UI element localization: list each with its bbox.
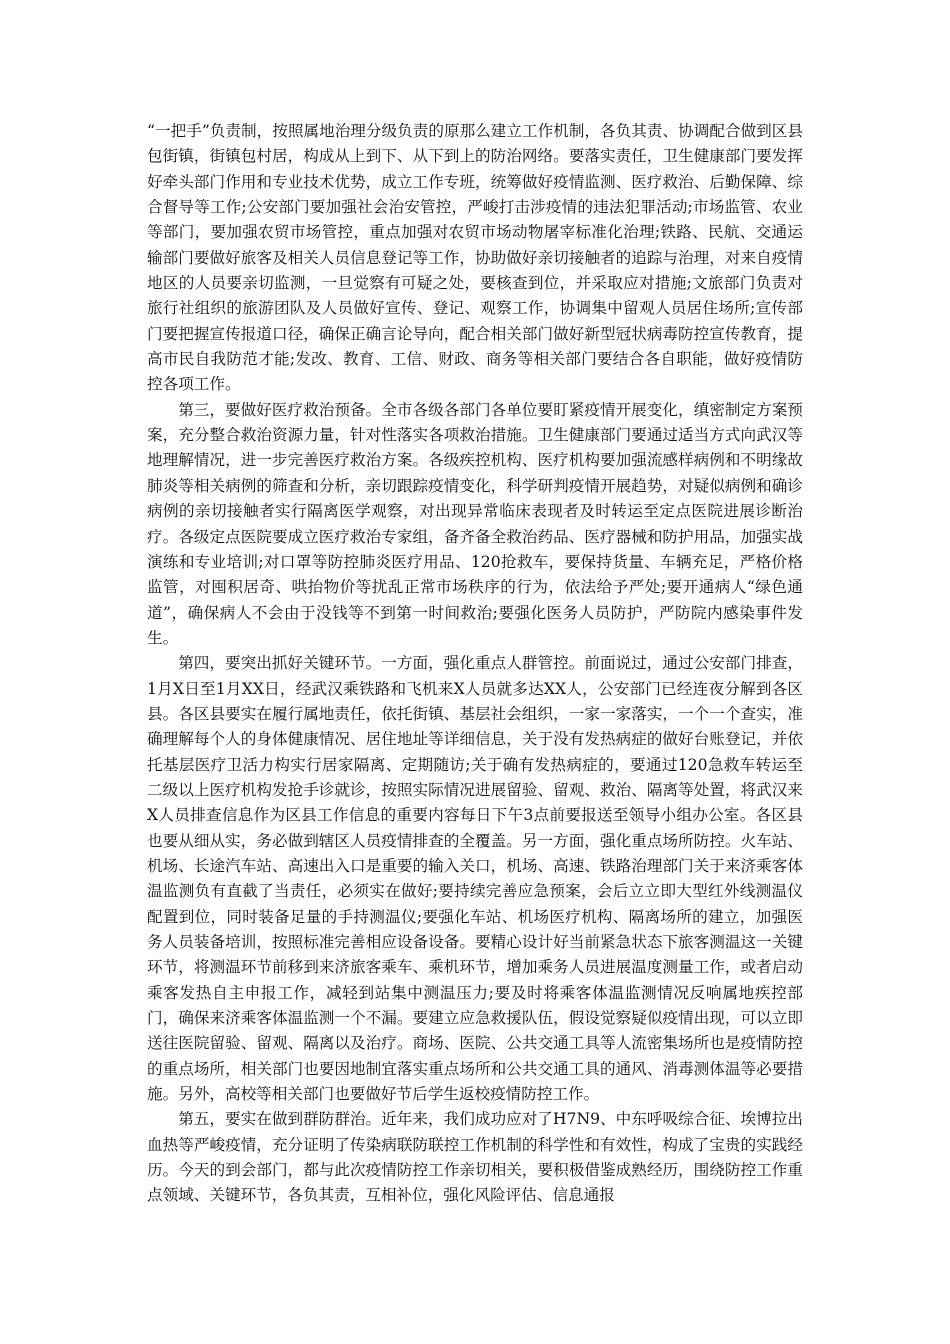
paragraph-fourth-key-links: 第四，要突出抓好关键环节。一方面，强化重点人群管控。前面说过，通过公安部门排查，1月X日至1月XX日，经武汉乘铁路和飞机来X人员就多达XX人，公安部门已经连夜分解到各区县。各区县要实在履行属地责任，依托街镇、基层社会组织，一家一家落实，一个一个查实，准确理解每个人的身体健康情况、居住地址等详细信息，关于没有发热病症的做好台账登记，并依托基层医疗卫活力构实行居家隔离、定期随访;关于确有发热病症的，要通过120急救车转运至二级以上医疗机构发抢手诊就诊，按照实际情况进展留验、留观、救治、隔离等处置，将武汉来X人员排查信息作为区县工作信息的重要内容每日下午3点前要报送至领导小组办公室。各区县也要从细从实，务必做到辖区人员疫情排查的全覆盖。另一方面，强化重点场所防控。火车站、机场、长途汽车站、高速出入口是重要的输入关口，机场、高速、铁路治理部门关于来济乘客体温监测负有直截了当责任，必须实在做好;要持续完善应急预案，会后立立即大型红外线测温仪配置到位，同时装备足量的手持测温仪;要强化车站、机场医疗机构、隔离场所的建立，加强医务人员装备培训，按照标准完善相应设备设备。要精心设计好当前紧急状态下旅客测温这一关键环节，将测温环节前移到来济旅客乘车、乘机环节，增加乘务人员进展温度测量工作，或者启动乘客发热自主申报工作，减轻到站集中测温压力;要及时将乘客体温监测情况反响属地疾控部门，确保来济乘客体温监测一个不漏。要建立应急救援队伍，假设觉察疑似疫情出现，可以立即送往医院留验、留观、隔离以及治疗。商场、医院、公共交通工具等人流密集场所也是疫情防控的重点场所，相关部门也要因地制宜落实重点场所和公共交通工具的通风、消毒测体温等必要措施。另外，高校等相关部门也要做好节后学生返校疫情防控工作。 xyxy=(147,654,803,1104)
paragraph-fifth-mass-prevention: 第五，要实在做到群防群治。近年来，我们成功应对了H7N9、中东呼吸综合征、埃博拉出血热等严峻疫情，充分证明了传染病联防联控工作机制的科学性和有效性，构成了宝贵的实践经历。今天的到会部门，都与此次疫情防控工作亲切相关，要积极借鉴成熟经历，围绕防控工作重点领域、关键环节，各负其责，互相补位，强化风险评估、信息通报 xyxy=(147,1110,803,1205)
paragraph-responsibility-system: “一把手”负责制，按照属地治理分级负责的原那么建立工作机制，各负其责、协调配合做到区县包街镇，街镇包村居，构成从上到下、从下到上的防治网络。要落实责任，卫生健康部门要发挥好牵头部门作用和专业技术优势，成立工作专班，统筹做好疫情监测、医疗救治、后勤保障、综合督导等工作;公安部门要加强社会治安管控，严峻打击涉疫情的违法犯罪活动;市场监管、农业等部门，要加强农贸市场管控，重点加强对农贸市场动物屠宰标准化治理;铁路、民航、交通运输部门要做好旅客及相关人员信息登记等工作，协助做好亲切接触者的追踪与治理，对来自疫情地区的人员要亲切监测，一旦觉察有可疑之处，要核查到位，并采取应对措施;文旅部门负责对旅行社组织的旅游团队及人员做好宣传、登记、观察工作，协调集中留观人员居住场所;宣传部门要把握宣传报道口径，确保正确言论导向，配合相关部门做好新型冠状病毒防控宣传教育，提高市民自我防范才能;发改、教育、工信、财政、商务等相关部门要结合各自职能，做好疫情防控各项工作。 xyxy=(147,122,803,394)
document-page xyxy=(147,119,803,1209)
paragraph-third-medical-treatment: 第三，要做好医疗救治预备。全市各级各部门各单位要盯紧疫情开展变化，缜密制定方案预案，充分整合救治资源力量，针对性落实各项救治措施。卫生健康部门要通过适当方式向武汉等地理解情况，进一步完善医疗救治方案。各级疾控机构、医疗机构要加强流感样病例和不明缘故肺炎等相关病例的筛查和分析，亲切跟踪疫情变化，科学研判疫情开展趋势，对疑似病例和确诊病例的亲切接触者实行隔离医学观察，对出现异常临床表现者及时转运至定点医院进展诊断治疗。各级定点医院要成立医疗救治专家组，备齐备全救治药品、医疗器械和防护用品，加强实战演练和专业培训;对口罩等防控肺炎医疗用品、120抢救车，要保持货量、车辆充足，严格价格监管，对囤积居奇、哄抬物价等扰乱正常市场秩序的行为，依法给予严处;要开通病人“绿色通道”，确保病人不会由于没钱等不到第一时间救治;要强化医务人员防护，严防院内感染事件发生。 xyxy=(147,400,803,647)
